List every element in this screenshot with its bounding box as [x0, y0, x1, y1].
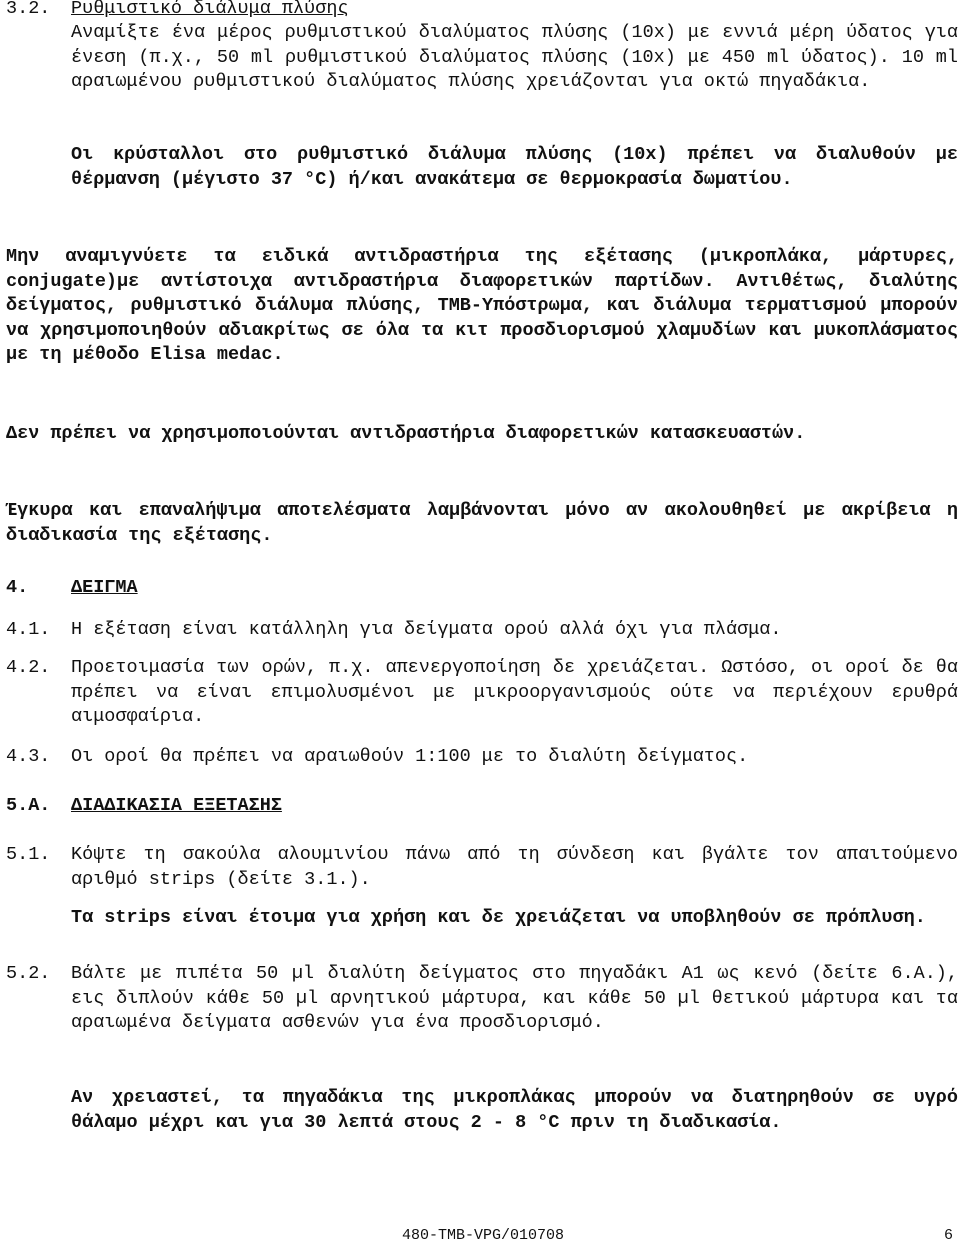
section-number: 3.2.: [6, 0, 51, 19]
section-title: ΔΕΙΓΜΑ: [71, 577, 138, 598]
page-number: 6: [944, 1227, 954, 1244]
paragraph: Κόψτε τη σακούλα αλουμινίου πάνω από τη σύνδεση και βγάλτε τον απαιτούμενο αριθμό strips (δείτε 3.1.).: [71, 844, 958, 890]
note-paragraph: Αν χρειαστεί, τα πηγαδάκια της μικροπλάκας μπορούν να διατηρηθούν σε υγρό θάλαμο μέχρι και για 30 λεπτά στους 2 - 8 °C πριν τη διαδικασία.: [71, 1087, 958, 1133]
note-paragraph: Μην αναμιγνύετε τα ειδικά αντιδραστήρια της εξέτασης (μικροπλάκα, μάρτυρες, conjugate)με αντίστοιχα αντιδραστήρια διαφορετικών παρτίδων. Αντιθέτως, διαλύτης δείγματος, ρυθμιστικό διάλυμα πλύσης, TMB-Υπόστρωμα, και διάλυμα τερματισμού μπορούν να χρησιμοποιηθούν αδιακρίτως σε όλα τα κιτ προσδιορισμού χλαμυδίων και μυκοπλάσματος με τη μέθοδο Elisa medac.: [6, 246, 958, 366]
note-paragraph: Έγκυρα και επαναλήψιμα αποτελέσματα λαμβάνονται μόνο αν ακολουθηθεί με ακρίβεια η διαδικασία της εξέτασης.: [6, 500, 958, 546]
section-number: 4.: [6, 577, 29, 598]
item-number: 5.2.: [6, 963, 51, 984]
section-title: Ρυθμιστικό διάλυμα πλύσης: [71, 0, 349, 19]
footer-doc-id: 480-TMB-VPG/010708: [402, 1227, 565, 1244]
item-number: 4.1.: [6, 619, 51, 640]
paragraph: Προετοιμασία των ορών, π.χ. απενεργοποίηση δε χρειάζεται. Ωστόσο, οι οροί δε θα πρέπει να είναι επιμολυσμένοι με μικροοργανισμούς ούτε να περιέχουν ερυθρά αιμοσφαίρια.: [71, 657, 958, 728]
item-number: 5.1.: [6, 844, 51, 865]
note-paragraph: Οι κρύσταλλοι στο ρυθμιστικό διάλυμα πλύσης (10x) πρέπει να διαλυθούν με θέρμανση (μέγιστο 37 °C) ή/και ανακάτεμα σε θερμοκρασία δωματίου.: [71, 144, 958, 190]
section-number: 5.A.: [6, 795, 51, 816]
section-title: ΔΙΑΔΙΚΑΣΙΑ ΕΞΕΤΑΣΗΣ: [71, 795, 282, 816]
paragraph: Βάλτε με πιπέτα 50 µl διαλύτη δείγματος στο πηγαδάκι A1 ως κενό (δείτε 6.A.), εις διπλούν κάθε 50 µl αρνητικού μάρτυρα, και κάθε 50 µl θετικού μάρτυρα και τα αραιωμένα δείγματα ασθενών για ένα προσδιορισμό.: [71, 963, 958, 1034]
item-number: 4.3.: [6, 746, 51, 767]
item-number: 4.2.: [6, 657, 51, 678]
paragraph: Οι οροί θα πρέπει να αραιωθούν 1:100 με το διαλύτη δείγματος.: [71, 746, 749, 767]
paragraph: Αναμίξτε ένα μέρος ρυθμιστικού διαλύματος πλύσης (10x) με εννιά μέρη ύδατος για ένεση (π.χ., 50 ml ρυθμιστικού διαλύματος πλύσης (10x) με 450 ml ύδατος). 10 ml αραιωμένου ρυθμιστικού διαλύματος πλύσης χρειάζονται για οκτώ πηγαδάκια.: [71, 22, 958, 93]
paragraph: Η εξέταση είναι κατάλληλη για δείγματα ορού αλλά όχι για πλάσμα.: [71, 619, 782, 640]
note-paragraph: Τα strips είναι έτοιμα για χρήση και δε χρειάζεται να υποβληθούν σε πρόπλυση.: [71, 907, 926, 928]
note-paragraph: Δεν πρέπει να χρησιμοποιούνται αντιδραστήρια διαφορετικών κατασκευαστών.: [6, 423, 806, 444]
